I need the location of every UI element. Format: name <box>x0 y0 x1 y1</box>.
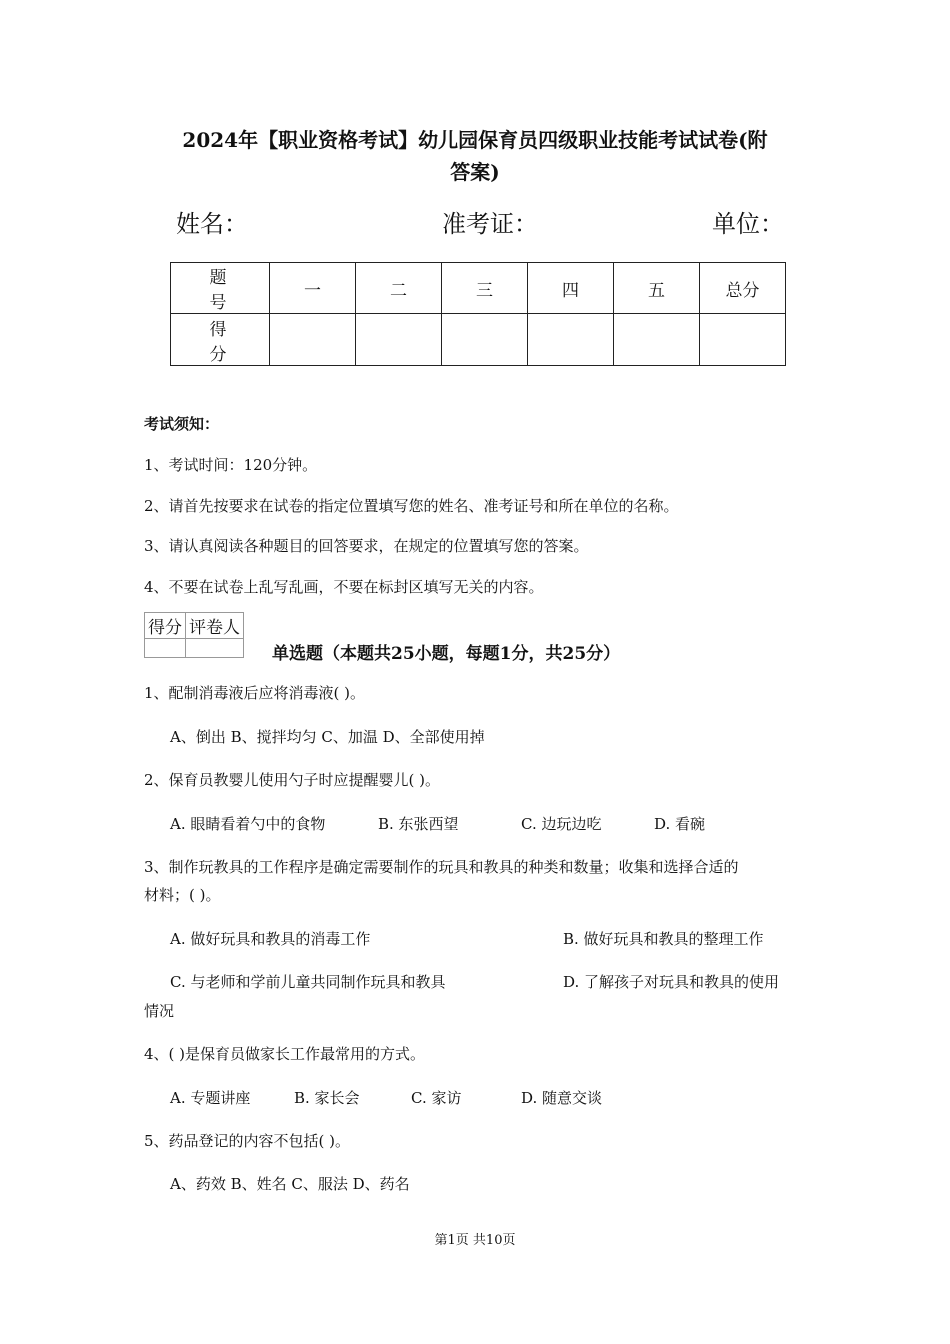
question-3-option-b: B. 做好玩具和教具的整理工作 <box>563 930 764 948</box>
exam-id-field-label: 准考证： <box>442 210 538 238</box>
question-1-options: A、倒出 B、搅拌均匀 C、加温 D、全部使用掉 <box>170 728 485 746</box>
question-2-option-a: A. 眼睛看着勺中的食物 <box>170 815 326 833</box>
question-1-stem: 1、配制消毒液后应将消毒液( )。 <box>144 684 366 702</box>
question-2-option-d: D. 看碗 <box>654 815 706 833</box>
notice-item: 3、请认真阅读各种题目的回答要求，在规定的位置填写您的答案。 <box>144 537 589 555</box>
score-cell[interactable] <box>614 314 700 366</box>
question-3-stem-line2: 材料；( )。 <box>144 886 221 904</box>
grader-score-cell[interactable] <box>145 639 186 658</box>
question-4-option-b: B. 家长会 <box>294 1089 360 1107</box>
question-2-stem: 2、保育员教婴儿使用勺子时应提醒婴儿( )。 <box>144 771 441 789</box>
score-table-col-total: 总分 <box>700 263 786 314</box>
score-cell[interactable] <box>528 314 614 366</box>
doc-title-line1: 2024年【职业资格考试】幼儿园保育员四级职业技能考试试卷(附 <box>182 128 768 152</box>
question-3-option-d-wrap: 情况 <box>144 1002 175 1020</box>
question-3-stem-line1: 3、制作玩教具的工作程序是确定需要制作的玩具和教具的种类和数量；收集和选择合适的 <box>144 858 739 876</box>
score-table-col-5: 五 <box>614 263 700 314</box>
score-table-col-1: 一 <box>270 263 356 314</box>
question-2-option-b: B. 东张西望 <box>378 815 459 833</box>
score-table <box>170 262 786 366</box>
score-table-row-label: 得 分 <box>171 314 270 366</box>
question-4-option-a: A. 专题讲座 <box>170 1089 251 1107</box>
name-field-label: 姓名： <box>176 210 248 238</box>
score-cell[interactable] <box>700 314 786 366</box>
score-cell[interactable] <box>442 314 528 366</box>
question-3-option-a: A. 做好玩具和教具的消毒工作 <box>170 930 371 948</box>
question-2-option-c: C. 边玩边吃 <box>521 815 602 833</box>
grader-box <box>144 612 244 658</box>
score-cell[interactable] <box>356 314 442 366</box>
question-5-stem: 5、药品登记的内容不包括( )。 <box>144 1132 351 1150</box>
score-cell[interactable] <box>270 314 356 366</box>
notice-item: 1、考试时间：120分钟。 <box>144 456 318 474</box>
score-table-col-4: 四 <box>528 263 614 314</box>
score-table-col-3: 三 <box>442 263 528 314</box>
question-5-options: A、药效 B、姓名 C、服法 D、药名 <box>170 1175 410 1193</box>
score-table-col-2: 二 <box>356 263 442 314</box>
grader-name-cell[interactable] <box>186 639 244 658</box>
unit-field-label: 单位： <box>712 210 784 238</box>
question-4-option-c: C. 家访 <box>411 1089 462 1107</box>
doc-title-line2: 答案) <box>450 160 500 184</box>
notice-item: 2、请首先按要求在试卷的指定位置填写您的姓名、准考证号和所在单位的名称。 <box>144 497 679 515</box>
question-3-option-d: D. 了解孩子对玩具和教具的使用 <box>563 973 780 991</box>
section-title: 单选题（本题共25小题，每题1分，共25分） <box>272 644 621 664</box>
grader-score-label: 得分 <box>145 613 186 639</box>
question-4-stem: 4、( )是保育员做家长工作最常用的方式。 <box>144 1045 426 1063</box>
grader-name-label: 评卷人 <box>186 613 244 639</box>
page-footer: 第1页 共10页 <box>434 1233 516 1248</box>
question-4-option-d: D. 随意交谈 <box>521 1089 603 1107</box>
score-table-header-label: 题 号 <box>171 263 270 314</box>
notice-heading: 考试须知： <box>144 415 220 433</box>
notice-item: 4、不要在试卷上乱写乱画，不要在标封区填写无关的内容。 <box>144 578 544 596</box>
question-3-option-c: C. 与老师和学前儿童共同制作玩具和教具 <box>170 973 446 991</box>
